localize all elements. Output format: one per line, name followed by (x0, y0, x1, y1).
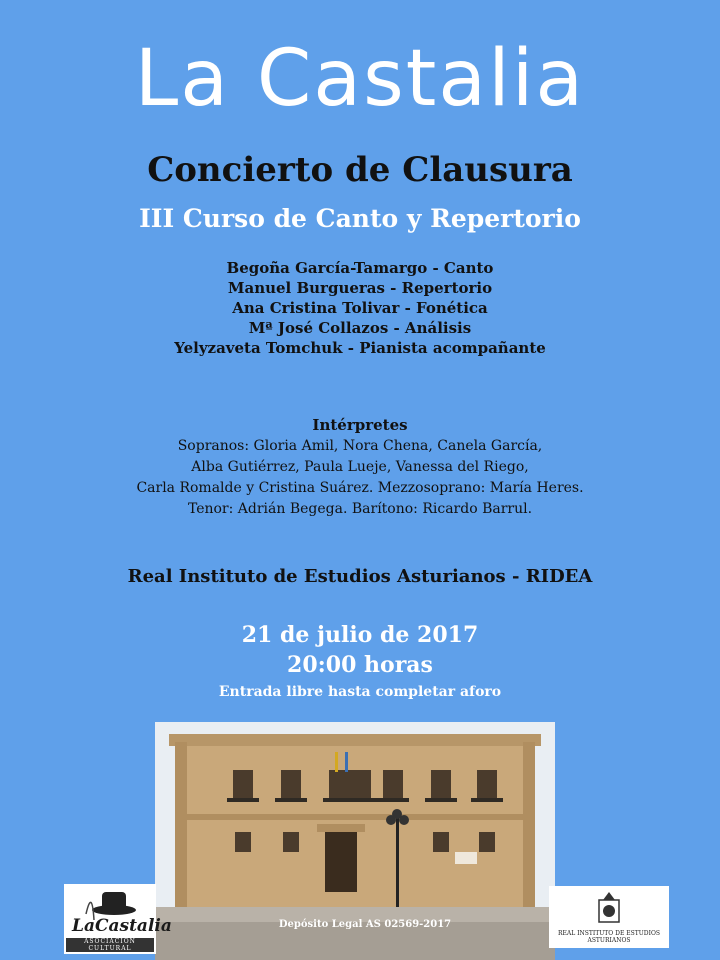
logo-right-text: REAL INSTITUTO DE ESTUDIOS ASTURIANOS (558, 930, 660, 944)
teacher-line: Begoña García-Tamargo - Canto (226, 259, 494, 277)
performer-line: Carla Romalde y Cristina Suárez. Mezzosoprano: María Heres. (136, 480, 584, 496)
performers-list (0, 436, 720, 520)
event-date: 21 de julio de 2017 (241, 622, 479, 648)
performer-line: Sopranos: Gloria Amil, Nora Chena, Canela García, (177, 438, 543, 454)
teacher-line: Yelyzaveta Tomchuk - Pianista acompañante (174, 339, 546, 357)
teacher-line: Mª José Collazos - Análisis (248, 319, 472, 337)
legal-deposit: Depósito Legal AS 02569-2017 (278, 919, 452, 930)
teacher-line: Manuel Burgueras - Repertorio (227, 279, 493, 297)
la-castalia-logo (64, 884, 172, 954)
poster-title: La Castalia (134, 34, 586, 124)
ridea-logo (549, 886, 669, 948)
teacher-line: Ana Cristina Tolivar - Fonética (232, 299, 488, 317)
logo-left-subtitle: ASOCIACIÓN CULTURAL (66, 938, 154, 952)
logo-left-name: LaCastalia (72, 916, 172, 936)
event-time: 20:00 horas (287, 652, 433, 678)
event-subtitle: Concierto de Clausura (147, 150, 573, 190)
performer-line: Alba Gutiérrez, Paula Lueje, Vanessa del Riego, (191, 459, 529, 475)
teachers-list (0, 258, 720, 358)
entry-note: Entrada libre hasta completar aforo (218, 684, 502, 700)
venue: Real Instituto de Estudios Asturianos - RIDEA (127, 566, 593, 587)
performer-line: Tenor: Adrián Begega. Barítono: Ricardo Barrul. (187, 501, 533, 517)
course-name: III Curso de Canto y Repertorio (139, 204, 581, 233)
performers-heading: Intérpretes (312, 416, 408, 434)
crest-icon (549, 886, 669, 930)
